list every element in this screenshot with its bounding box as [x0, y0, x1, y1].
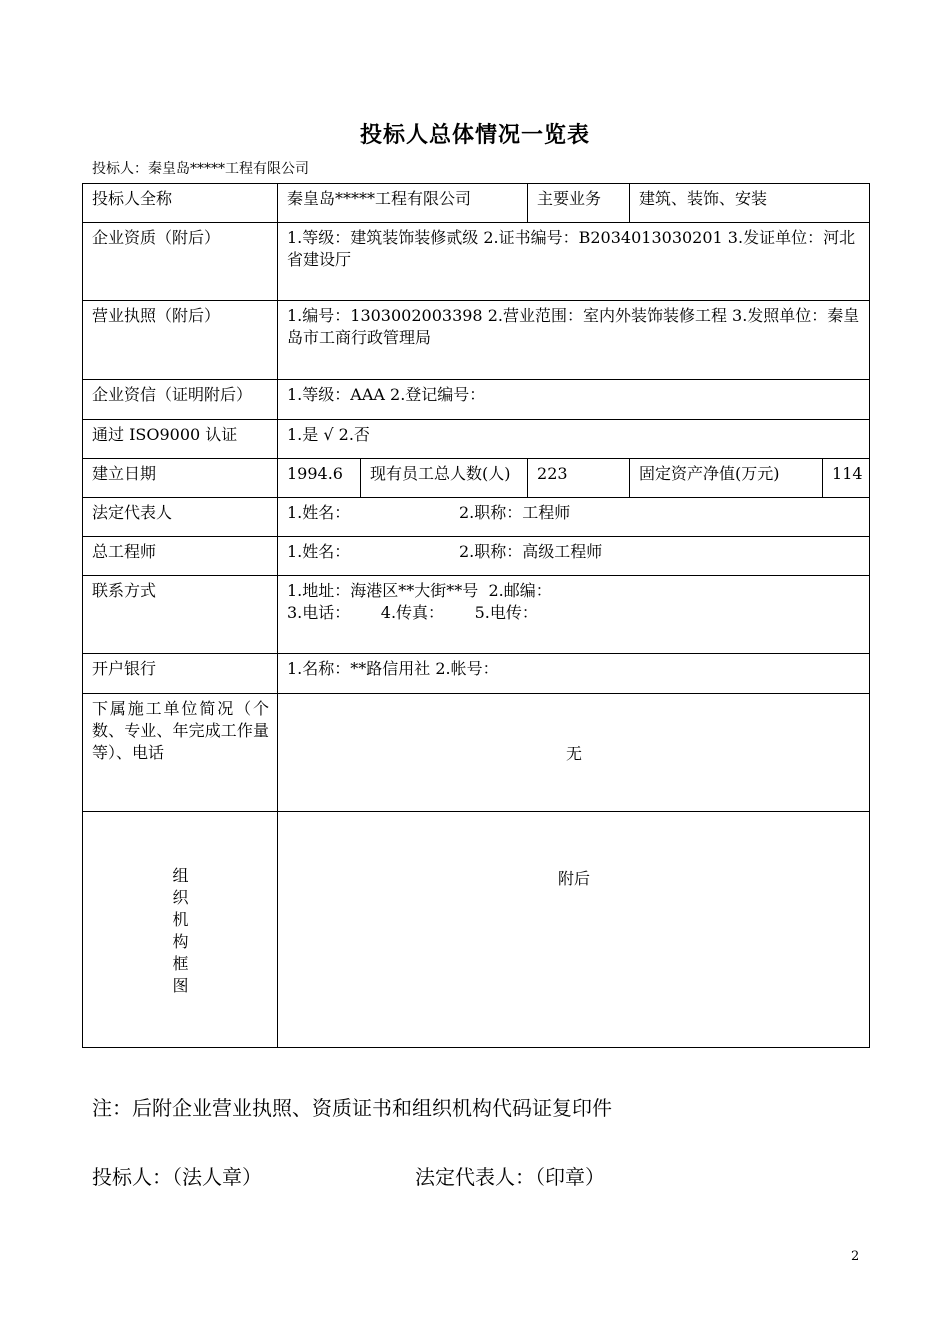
org-chart-value-text: 附后 [558, 869, 591, 888]
subunits-label [83, 694, 278, 812]
qualification-value: 1.等级：建筑装饰装修贰级 2.证书编号：B2034013030201 3.发证单位：河北省建设厅 [278, 223, 870, 301]
assets-value: 114 [823, 459, 870, 498]
bidder-seal-line: 投标人：（法人章） [92, 1165, 262, 1189]
full-name-label: 投标人全称 [83, 184, 278, 223]
chief-engineer-label: 总工程师 [83, 537, 278, 576]
business-value: 建筑、装饰、安装 [630, 184, 870, 223]
legal-rep-title: 2.职称：工程师 [459, 503, 571, 522]
subunits-label-text: 下属施工单位简况（个数、专业、年完成工作量等）、电话 [92, 699, 269, 762]
table-row-license [83, 301, 870, 380]
org-chart-label-char: 机 [172, 909, 189, 929]
bidder-line: 投标人：秦皇岛*****工程有限公司 [92, 161, 309, 177]
table-row-org-chart [83, 812, 870, 1048]
staff-label: 现有员工总人数(人) [361, 459, 528, 498]
legal-rep-label: 法定代表人 [83, 498, 278, 537]
org-chart-label [83, 812, 278, 1048]
legal-rep-value [278, 498, 870, 537]
legal-rep-name-label: 1.姓名： [287, 503, 351, 522]
legal-rep-seal-line: 法定代表人：（印章） [415, 1165, 605, 1189]
page-title: 投标人总体情况一览表 [359, 122, 590, 148]
org-chart-label-char: 图 [172, 975, 189, 995]
org-chart-value [278, 812, 870, 1048]
full-name-value: 秦皇岛*****工程有限公司 [278, 184, 528, 223]
table-row-bank [83, 654, 870, 694]
footer-note: 注：后附企业营业执照、资质证书和组织机构代码证复印件 [92, 1096, 612, 1120]
table-row-legal-rep [83, 498, 870, 537]
table-row-subunits [83, 694, 870, 812]
license-label: 营业执照（附后） [83, 301, 278, 380]
table-row-qualification [83, 223, 870, 301]
staff-value: 223 [528, 459, 630, 498]
table-row-credit [83, 380, 870, 420]
org-chart-label-char: 织 [172, 887, 189, 907]
table-row-chief-engineer [83, 537, 870, 576]
iso-label: 通过 ISO9000 认证 [83, 420, 278, 459]
contact-line-2: 3.电话： 4.传真： 5.电传： [287, 603, 538, 622]
chief-engineer-title: 2.职称：高级工程师 [459, 542, 603, 561]
org-chart-label-char: 框 [172, 953, 189, 973]
assets-label: 固定资产净值(万元) [630, 459, 823, 498]
org-chart-label-char: 构 [172, 931, 189, 951]
chief-engineer-value [278, 537, 870, 576]
founded-date: 1994.6 [278, 459, 361, 498]
bank-label: 开户银行 [83, 654, 278, 694]
org-chart-label-char: 组 [172, 865, 189, 885]
contact-line-1: 1.地址：海港区**大街**号 2.邮编： [287, 581, 552, 600]
chief-engineer-name-label: 1.姓名： [287, 542, 351, 561]
bank-value: 1.名称：**路信用社 2.帐号： [278, 654, 870, 694]
subunits-value: 无 [278, 694, 870, 812]
founded-label: 建立日期 [83, 459, 278, 498]
table-row-full-name [83, 184, 870, 223]
license-value: 1.编号：1303002003398 2.营业范围：室内外装饰装修工程 3.发照单位：秦皇岛市工商行政管理局 [278, 301, 870, 380]
business-label: 主要业务 [528, 184, 630, 223]
bidder-summary-table [82, 183, 870, 1048]
page-number: 2 [851, 1249, 860, 1264]
credit-label: 企业资信（证明附后） [83, 380, 278, 420]
iso-value: 1.是 √ 2.否 [278, 420, 870, 459]
table-row-founded [83, 459, 870, 498]
qualification-label: 企业资质（附后） [83, 223, 278, 301]
credit-value: 1.等级：AAA 2.登记编号： [278, 380, 870, 420]
table-row-contact [83, 576, 870, 654]
contact-value [278, 576, 870, 654]
contact-label: 联系方式 [83, 576, 278, 654]
table-row-iso [83, 420, 870, 459]
